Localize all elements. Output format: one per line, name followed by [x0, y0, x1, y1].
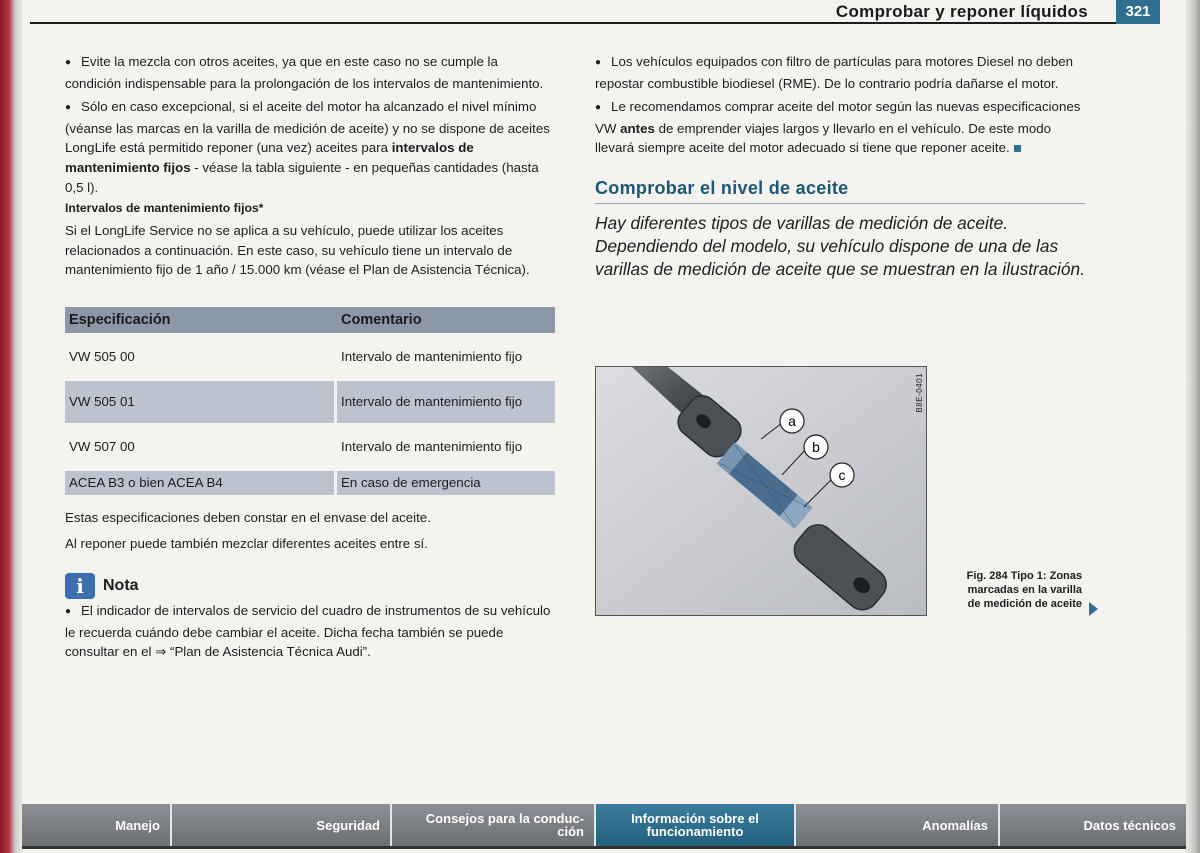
table-row — [65, 336, 555, 378]
table-cell-spec: VW 507 00 — [65, 426, 337, 468]
page-edge — [1186, 0, 1200, 853]
paragraph-specs-on-container: Estas especificaciones deben constar en el envase del aceite. — [65, 509, 431, 525]
tab-label: Manejo — [115, 817, 160, 833]
note-heading — [65, 573, 555, 599]
table-cell-spec: ACEA B3 o bien ACEA B4 — [65, 471, 337, 495]
page-number: 321 — [1116, 0, 1160, 24]
table-cell-comment: Intervalo de mantenimiento fijo — [337, 426, 555, 468]
figure-caption — [932, 569, 1082, 612]
book-binding — [0, 0, 22, 853]
table-row — [65, 471, 555, 495]
figure-code: B8E-0401 — [915, 373, 924, 413]
table-cell-comment: En caso de emergencia — [337, 471, 555, 495]
info-icon: i — [65, 573, 95, 599]
table-row — [65, 381, 555, 423]
tab-label: Seguridad — [316, 817, 380, 833]
bullet-mix-oils: ● Evite la mezcla con otros aceites, ya que en este caso no se cumple la condición indispensable para la prolongación de los intervalos de mantenimiento. — [65, 52, 555, 93]
header-title: Comprobar y reponer líquidos — [835, 2, 1088, 21]
dipstick-illustration — [596, 367, 927, 616]
tab-consejos-conduccion[interactable] — [392, 804, 596, 846]
table-header-row — [65, 307, 555, 333]
tab-label: Datos técnicos — [1083, 817, 1176, 833]
table-cell-spec: VW 505 00 — [65, 336, 337, 378]
tab-manejo[interactable] — [22, 804, 172, 846]
caption-line: de medición de aceite — [967, 598, 1082, 611]
bottom-rule — [22, 846, 1186, 849]
bullet-text-bold: intervalos de mantenimiento fijos — [65, 140, 474, 175]
tab-label — [631, 812, 759, 838]
oil-spec-table — [65, 304, 555, 498]
caption-line: Fig. 284 Tipo 1: Zonas — [966, 570, 1082, 582]
tab-anomalias[interactable] — [796, 804, 1000, 846]
tab-datos-tecnicos[interactable] — [1000, 804, 1186, 846]
bullet-diesel-filter: ● Los vehículos equipados con filtro de partículas para motores Diesel no deben repostar combustible biodiesel (RME). De lo contrario podría dañarse el motor. — [595, 52, 1085, 93]
continue-arrow-icon — [1089, 602, 1098, 616]
tab-label — [426, 812, 584, 838]
caption-line: marcadas en la varilla — [967, 584, 1082, 597]
table-row — [65, 426, 555, 468]
bullet-exceptional-case — [65, 97, 555, 197]
note-text: ● El indicador de intervalos de servicio del cuadro de instrumentos de su vehículo le recuerda cuándo debe cambiar el aceite. Dicha fecha también se puede consultar en el ⇒ “Plan de Asistencia Técnica Audi”. — [65, 601, 555, 662]
dipstick-figure — [595, 366, 927, 616]
bullet-text-part: - véase la tabla siguiente - en pequeñas cantidades (hasta 0,5 l). — [65, 159, 539, 195]
section-lead: Hay diferentes tipos de varillas de medición de aceite. Dependiendo del modelo, su vehículo dispone de una de las varillas de medición de aceite que se muestran en la ilustración. — [595, 212, 1085, 279]
bullet-text-part: Sólo en caso excepcional, si el aceite del motor ha alcanzado el nivel mínimo (véanse las marcas en la varilla de medición de aceite) y no se dispone de aceites LongLife está permitido reponer (una vez) aceites para — [65, 99, 550, 156]
tab-label-line: ción — [557, 824, 584, 839]
left-column — [65, 52, 555, 666]
callout-c-label: c — [838, 467, 846, 483]
section-title: Comprobar el nivel de aceite — [595, 178, 1085, 204]
bullet-buy-oil — [595, 97, 1085, 158]
chapter-nav — [22, 804, 1186, 846]
tab-informacion-funcionamiento[interactable] — [596, 804, 796, 846]
tab-seguridad[interactable] — [172, 804, 392, 846]
right-column — [595, 52, 1085, 280]
tab-label-line: funcionamiento — [646, 824, 744, 839]
bullet-text-bold: antes — [620, 120, 655, 136]
callout-b-label: b — [812, 439, 820, 455]
tab-label-line: Información sobre el — [631, 811, 759, 826]
table-header-comment: Comentario — [337, 307, 555, 333]
tab-label-line: Consejos para la conduc- — [425, 811, 584, 826]
end-of-section-icon — [1014, 145, 1021, 152]
table-cell-comment: Intervalo de mantenimiento fijo — [337, 381, 555, 423]
table-cell-spec: VW 505 01 — [65, 381, 337, 423]
paragraph-mixing-allowed: Al reponer puede también mezclar diferentes aceites entre sí. — [65, 535, 428, 551]
callout-a-label: a — [788, 413, 796, 429]
note-label: Nota — [103, 577, 139, 595]
paragraph-longlife: Si el LongLife Service no se aplica a su vehículo, puede utilizar los aceites relacionados a continuación. En este caso, su vehículo tiene un intervalo de mantenimiento fijo de 1 año / 15.000 km (véase el Plan de Asistencia Técnica). — [65, 223, 530, 278]
table-cell-comment: Intervalo de mantenimiento fijo — [337, 336, 555, 378]
bullet-text-part: de emprender viajes largos y llevarlo en el vehículo. De este modo llevará siempre aceite del motor adecuado si tiene que reponer aceite. — [595, 120, 1052, 156]
tab-label: Anomalías — [922, 817, 988, 833]
page-header — [30, 0, 1160, 24]
subheading-fixed-intervals: Intervalos de mantenimiento fijos* — [65, 201, 264, 216]
bullet-text-part: Le recomendamos comprar aceite del motor según las nuevas especificaciones VW — [595, 99, 1081, 136]
table-header-spec: Especificación — [65, 307, 337, 333]
